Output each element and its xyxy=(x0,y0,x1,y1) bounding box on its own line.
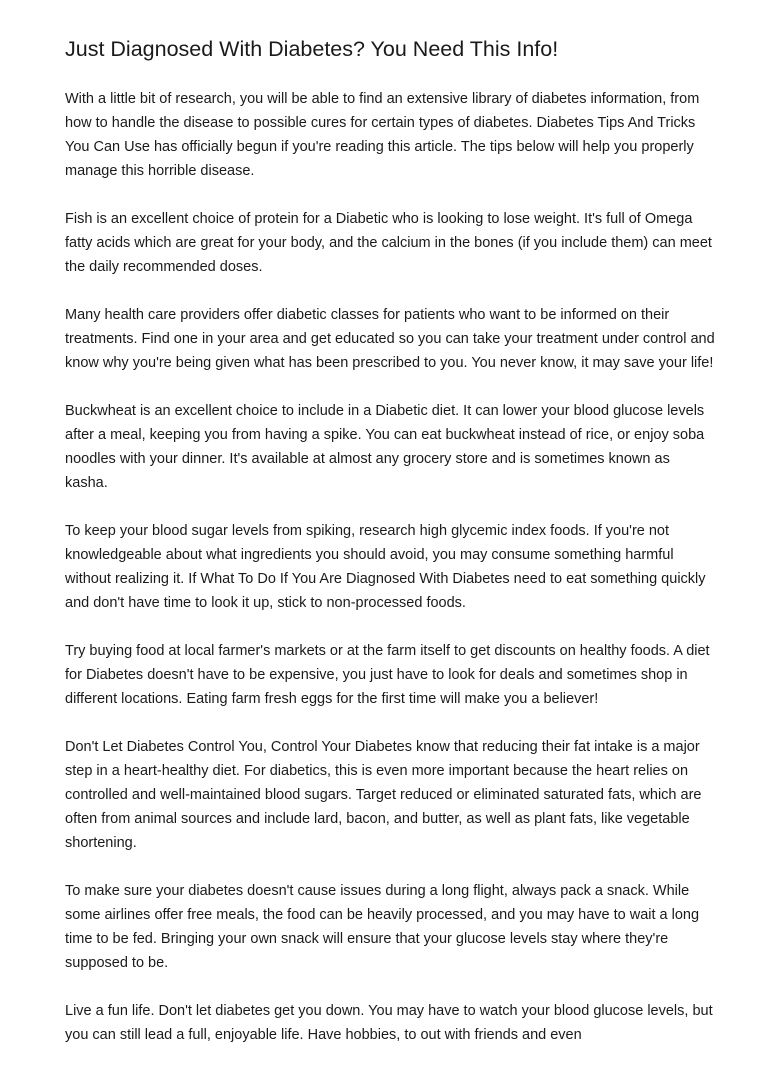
page-title: Just Diagnosed With Diabetes? You Need This Info! xyxy=(65,37,559,61)
paragraph: Live a fun life. Don't let diabetes get you down. You may have to watch your blood glucose levels, but you can still lead a full, enjoyable life. Have hobbies, to out with friends and even xyxy=(65,1003,713,1043)
article-body xyxy=(65,87,715,1071)
paragraph: Many health care providers offer diabetic classes for patients who want to be informed on their treatments. Find one in your area and get educated so you can take your treatment under control and know why you're being given what has been prescribed to you. You never know, it may save your life! xyxy=(65,307,715,371)
paragraph: To make sure your diabetes doesn't cause issues during a long flight, always pack a snack. While some airlines offer free meals, the food can be heavily processed, and you may have to wait a long time to be fed. Bringing your own snack will ensure that your glucose levels stay where they're supposed to be. xyxy=(65,883,700,971)
paragraph: To keep your blood sugar levels from spiking, research high glycemic index foods. If you're not knowledgeable about what ingredients you should avoid, you may consume something harmful without realizing it. If What To Do If You Are Diagnosed With Diabetes need to eat something quickly and don't have time to look it up, stick to non-processed foods. xyxy=(65,523,706,611)
paragraph: Buckwheat is an excellent choice to include in a Diabetic diet. It can lower your blood glucose levels after a meal, keeping you from having a spike. You can eat buckwheat instead of rice, or enjoy soba noodles with your dinner. It's available at almost any grocery store and is sometimes known as kasha. xyxy=(65,403,705,491)
paragraph: Fish is an excellent choice of protein for a Diabetic who is looking to lose weight. It's full of Omega fatty acids which are great for your body, and the calcium in the bones (if you include them) can meet the daily recommended doses. xyxy=(65,211,712,275)
paragraph: Don't Let Diabetes Control You, Control Your Diabetes know that reducing their fat intake is a major step in a heart-healthy diet. For diabetics, this is even more important because the heart relies on controlled and well-maintained blood sugars. Target reduced or eliminated saturated fats, which are often from animal sources and include lard, bacon, and butter, as well as plant fats, like vegetable shortening. xyxy=(65,739,702,851)
paragraph: With a little bit of research, you will be able to find an extensive library of diabetes information, from how to handle the disease to possible cures for certain types of diabetes. Diabetes Tips And Tricks You Can Use has officially begun if you're reading this article. The tips below will help you properly manage this horrible disease. xyxy=(65,91,700,179)
paragraph: Try buying food at local farmer's markets or at the farm itself to get discounts on healthy foods. A diet for Diabetes doesn't have to be expensive, you just have to look for deals and sometimes shop in different locations. Eating farm fresh eggs for the first time will make you a believer! xyxy=(65,643,710,707)
